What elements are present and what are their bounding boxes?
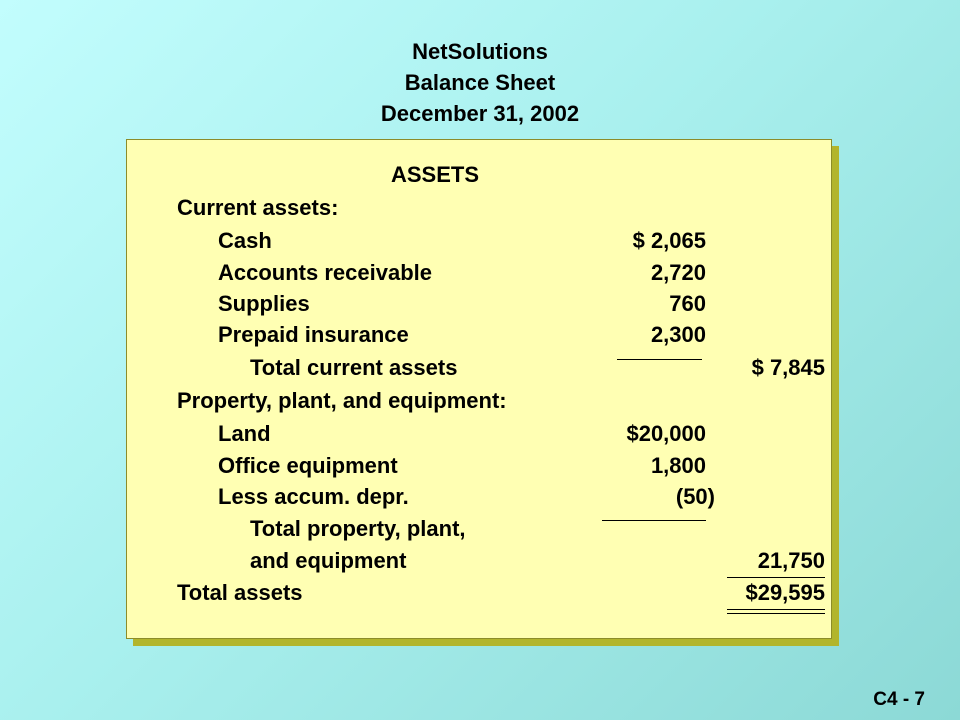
total-assets-label: Total assets bbox=[177, 580, 303, 605]
subtotal-rule bbox=[602, 520, 706, 521]
balance-sheet-panel bbox=[126, 139, 832, 639]
total-assets-amount: $29,595 bbox=[745, 580, 825, 605]
line-item-amount: $ 2,065 bbox=[632, 228, 706, 253]
total-ppe-label-line1: Total property, plant, bbox=[250, 516, 466, 541]
line-item-amount: 2,720 bbox=[650, 260, 706, 285]
line-item-label: Office equipment bbox=[218, 453, 398, 478]
total-current-assets-amount: $ 7,845 bbox=[751, 355, 825, 380]
line-item-amount: 2,300 bbox=[650, 322, 706, 347]
line-item-amount: $20,000 bbox=[626, 421, 706, 446]
current-assets-label: Current assets: bbox=[177, 195, 339, 220]
line-item-label: Supplies bbox=[218, 291, 310, 316]
slide-number: C4 - 7 bbox=[873, 689, 925, 710]
statement-date: December 31, 2002 bbox=[380, 101, 580, 126]
ppe-label: Property, plant, and equipment: bbox=[177, 388, 507, 413]
line-item-label: Accounts receivable bbox=[218, 260, 432, 285]
line-item-amount: 760 bbox=[669, 291, 706, 316]
company-name: NetSolutions bbox=[412, 39, 548, 64]
assets-heading: ASSETS bbox=[391, 162, 480, 187]
line-item-label: Land bbox=[218, 421, 271, 446]
line-item-label: Less accum. depr. bbox=[218, 484, 409, 509]
subtotal-rule bbox=[617, 359, 702, 360]
total-ppe-amount: 21,750 bbox=[757, 548, 825, 573]
line-item-amount: 1,800 bbox=[650, 453, 706, 478]
statement-header bbox=[0, 36, 960, 129]
line-item-label: Prepaid insurance bbox=[218, 322, 409, 347]
line-item-amount: (50) bbox=[675, 484, 715, 509]
statement-title: Balance Sheet bbox=[404, 70, 556, 95]
total-ppe-label-line2: and equipment bbox=[250, 548, 407, 573]
line-item-label: Cash bbox=[218, 228, 272, 253]
total-current-assets-label: Total current assets bbox=[250, 355, 458, 380]
double-underline bbox=[727, 609, 825, 614]
